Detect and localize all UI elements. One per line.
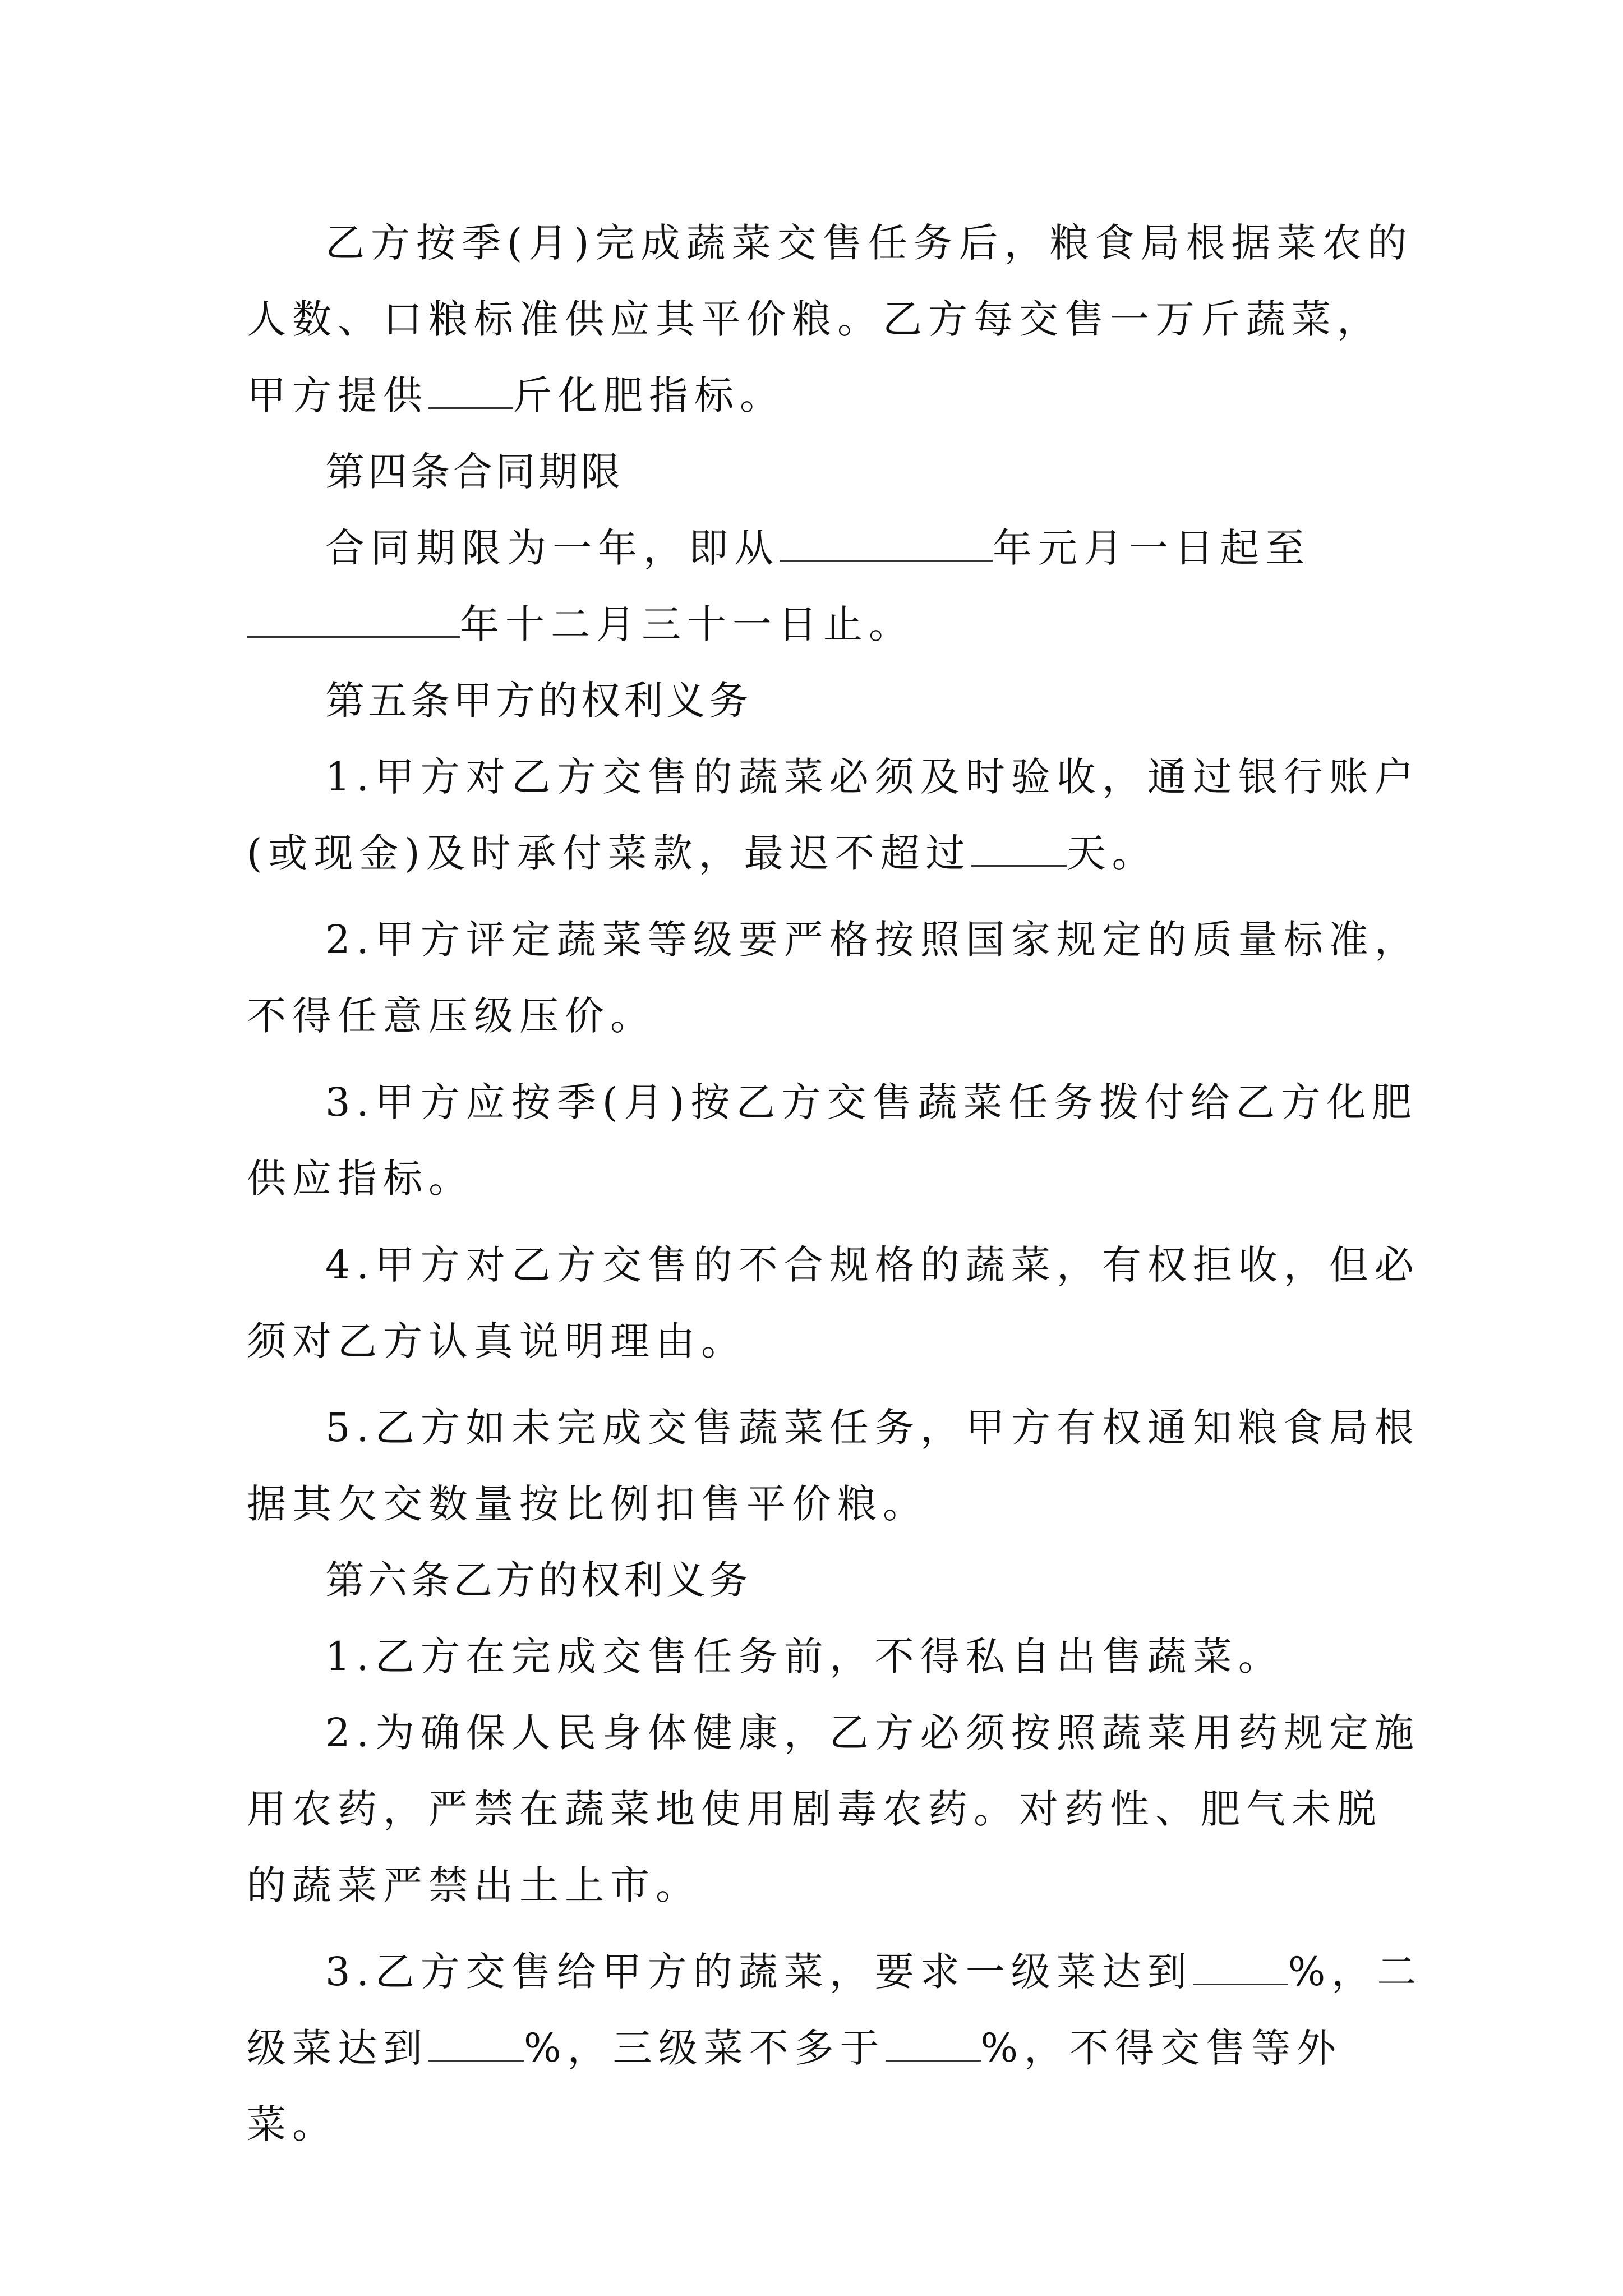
article-5-item-3: 3.甲方应按季(月)按乙方交售蔬菜任务拨付给乙方化肥供应指标。 [247,1079,1418,1202]
paragraph-grain-supply [247,205,1424,434]
article-6-item-2: 2.为确保人民身体健康，乙方必须按照蔬菜用药规定施用农药，严禁在蔬菜地使用剧毒农药。对药性、肥气未脱的蔬菜严禁出土上市。 [247,1710,1420,1908]
fill-blank-grade-3-percent[interactable] [886,2026,981,2062]
article-5-item-1 [247,739,1424,891]
text: %，二级菜达到 [247,1949,1423,2071]
text: 年十二月三十一日止。 [460,601,914,647]
article-5-heading: 第五条甲方的权利义务 [325,678,751,724]
article-4-heading: 第四条合同期限 [325,449,624,495]
article-6-item-3 [247,1934,1424,2162]
article-6-item-1: 1.乙方在完成交售任务前，不得私自出售蔬菜。 [325,1634,1284,1680]
text: 3.乙方交售给甲方的蔬菜，要求一级菜达到 [325,1949,1193,1995]
fill-blank-grade-2-percent[interactable] [428,2026,524,2062]
fill-blank-start-year[interactable] [780,526,993,562]
text: 1.甲方对乙方交售的蔬菜必须及时验收，通过银行账户(或现金)及时承付菜款，最迟不超过 [247,754,1420,876]
fill-blank-grade-1-percent[interactable] [1193,1950,1288,1985]
text: 天。 [1066,830,1158,876]
text: %，不得交售等外菜。 [247,2025,1343,2147]
article-5-item-5: 5.乙方如未完成交售蔬菜任务，甲方有权通知粮食局根据其欠交数量按比例扣售平价粮。 [247,1405,1420,1527]
text: 乙方按季(月)完成蔬菜交售任务后，粮食局根据菜农的人数、口粮标准供应其平价粮。乙方每交售一万斤蔬菜，甲方提供 [247,220,1413,418]
paragraph-contract-term [247,510,1424,662]
fill-blank-payment-days[interactable] [971,831,1067,867]
article-5-item-2: 2.甲方评定蔬菜等级要严格按照国家规定的质量标准，不得任意压级压价。 [247,917,1420,1039]
text: %，三级菜不多于 [524,2025,886,2071]
text: 斤化肥指标。 [513,372,785,418]
article-5-item-4: 4.甲方对乙方交售的不合规格的蔬菜，有权拒收，但必须对乙方认真说明理由。 [247,1242,1420,1364]
text: 合同期限为一年，即从 [325,525,780,571]
article-6-heading: 第六条乙方的权利义务 [325,1557,751,1603]
fill-blank-fertilizer-amount[interactable] [428,374,513,409]
fill-blank-end-year[interactable] [247,602,460,638]
text: 年元月一日起至 [993,525,1311,571]
document-page [247,205,1424,2162]
